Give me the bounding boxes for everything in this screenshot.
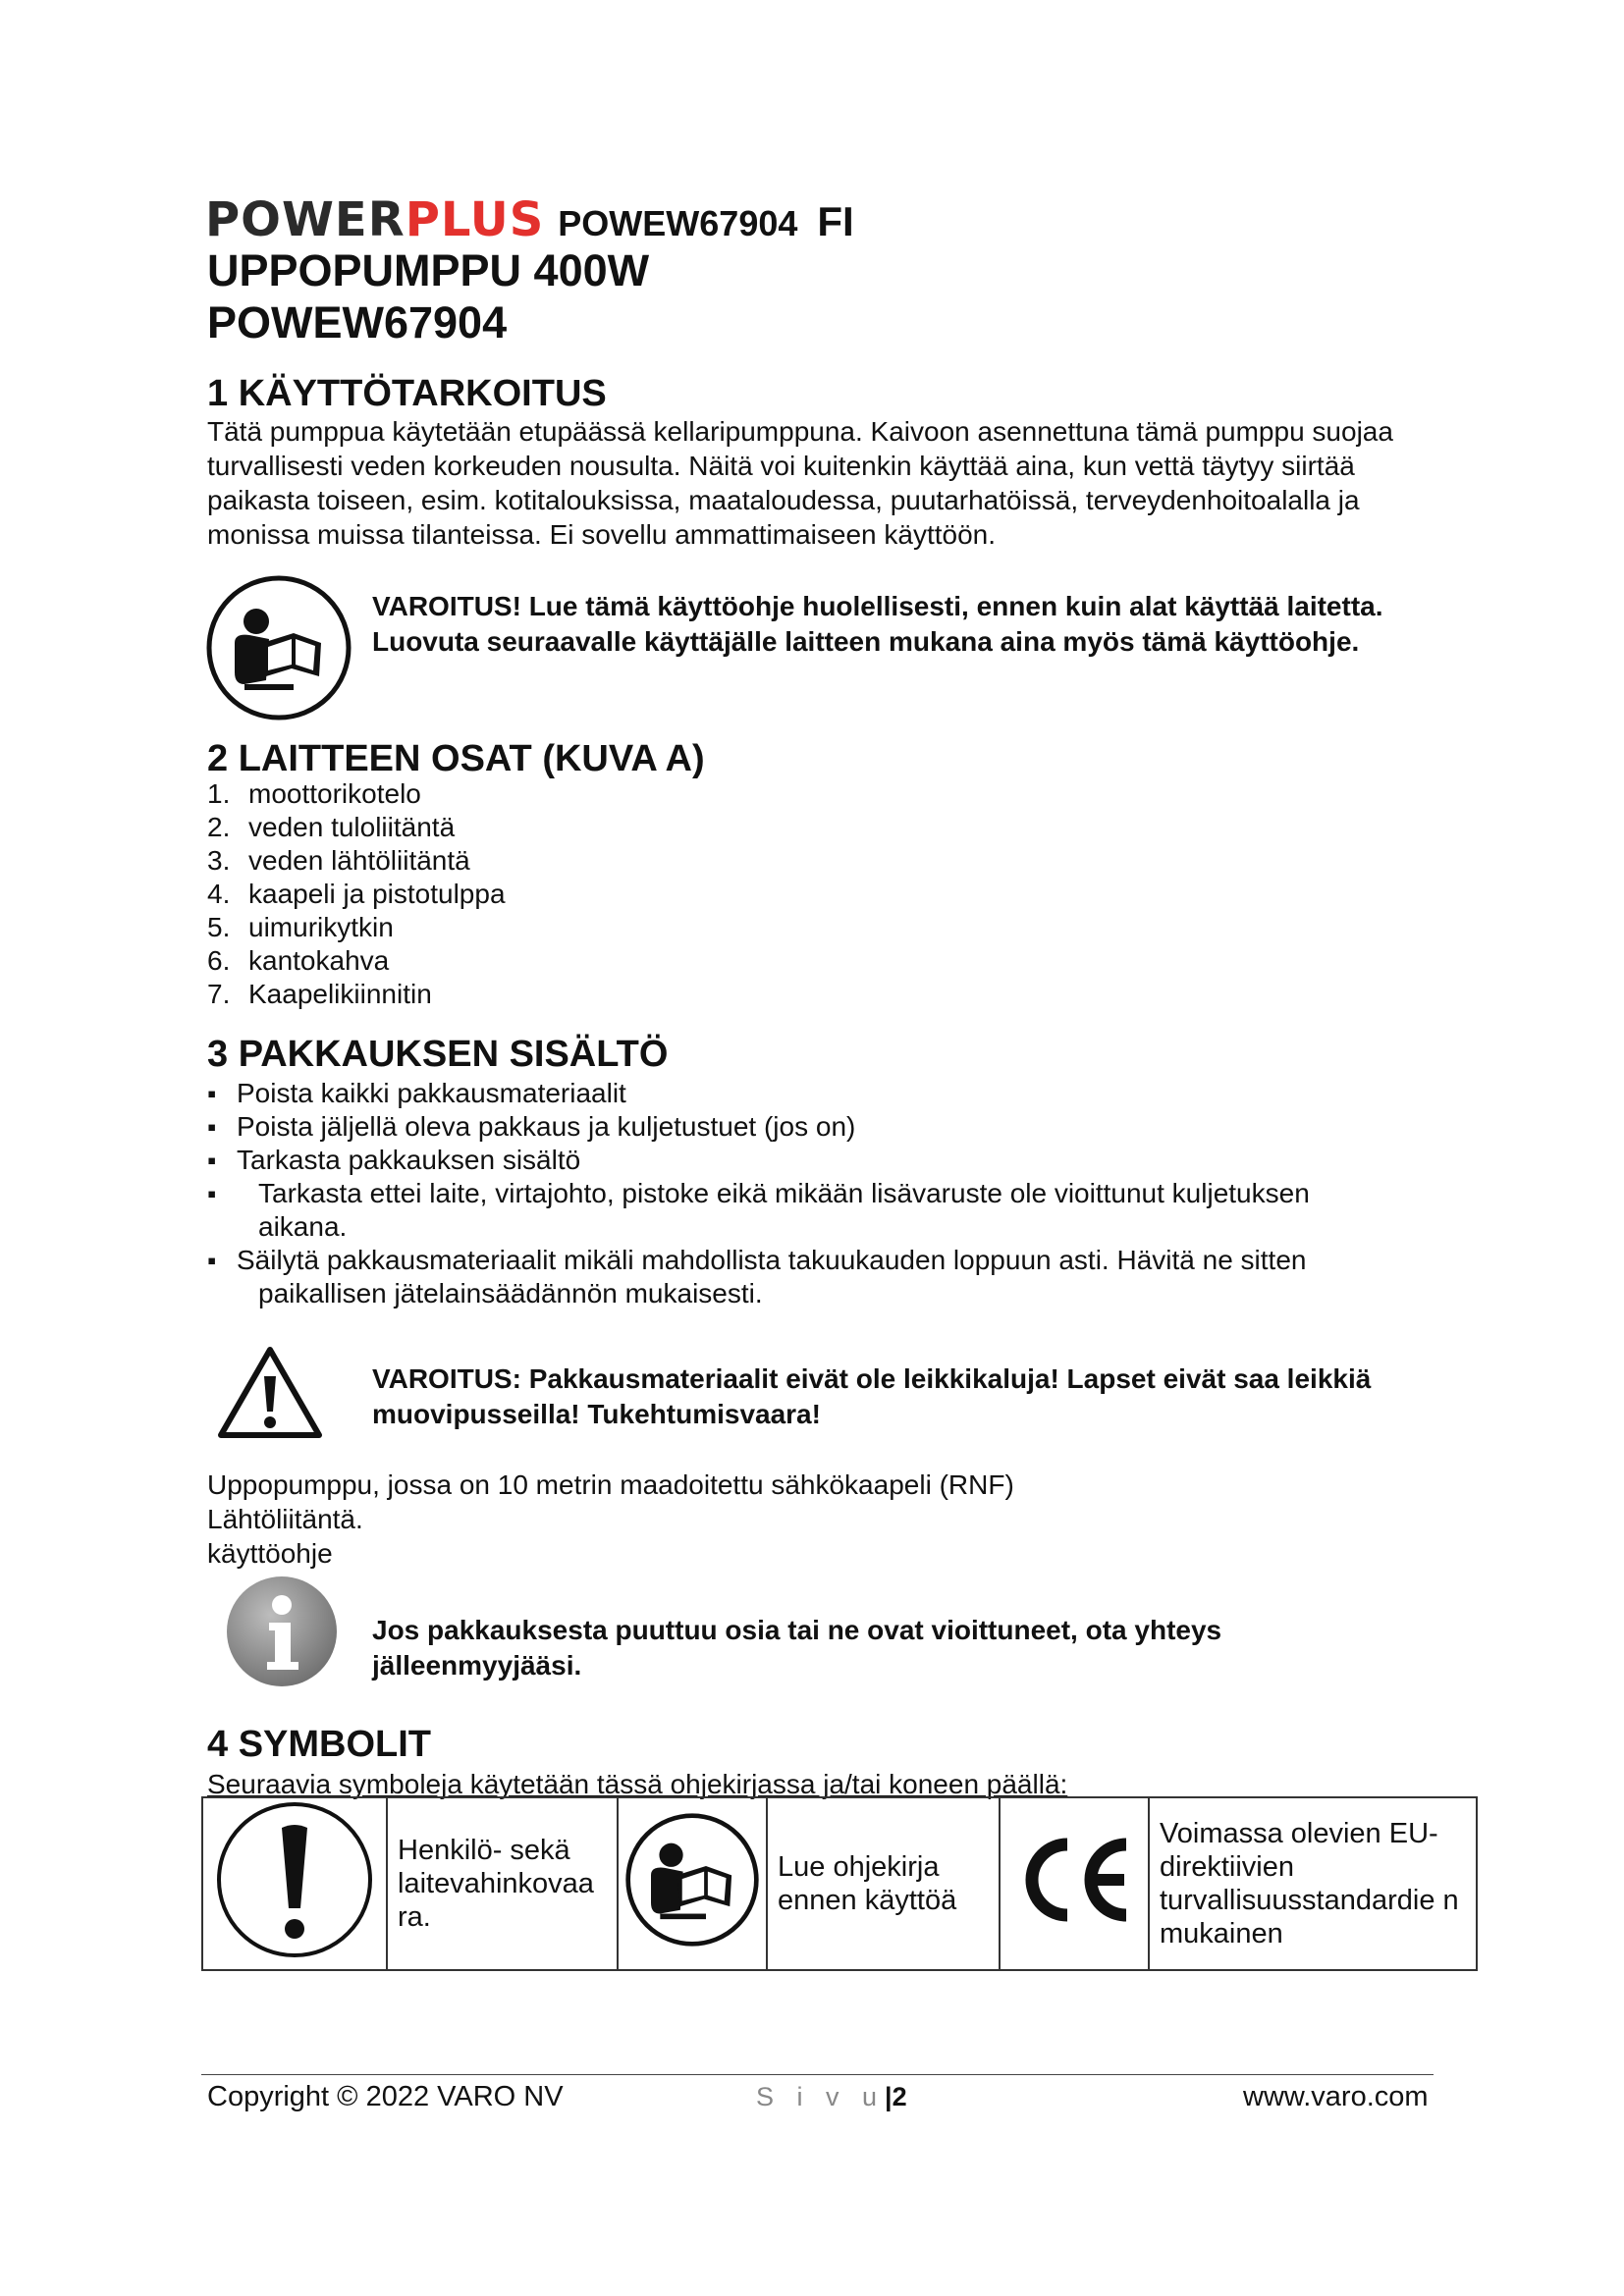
symbol-cell	[1000, 1797, 1149, 1970]
footer-page	[756, 2081, 907, 2113]
page-number: 2	[892, 2082, 907, 2111]
info-icon	[224, 1574, 340, 1689]
symbol-cell	[618, 1797, 767, 1970]
symbols-table	[201, 1796, 1478, 1971]
symbol-description: Voimassa olevien EU-direktiivien turvallisuusstandardie n mukainen	[1149, 1797, 1477, 1970]
ce-mark-icon	[1010, 1831, 1138, 1929]
contents-line-2: Lähtöliitäntä.	[207, 1504, 363, 1534]
header-brand-line	[205, 192, 854, 247]
list-item: ▪ Poista jäljellä oleva pakkaus ja kuljetustuet (jos on)	[207, 1110, 1425, 1144]
product-title: UPPOPUMPPU 400W	[207, 245, 650, 295]
brand-logo: POWERPLUS	[205, 192, 545, 247]
contents-line-1: Uppopumppu, jossa on 10 metrin maadoitettu sähkökaapeli (RNF)	[207, 1469, 1014, 1500]
list-item: ▪ Tarkasta ettei laite, virtajohto, pistoke eikä mikään lisävaruste ole vioittunut kuljetuksen aikana.	[207, 1177, 1425, 1244]
section-heading-2: 2 LAITTEEN OSAT (KUVA A)	[207, 738, 705, 779]
exclamation-icon	[213, 1798, 376, 1961]
section-heading-4: 4 SYMBOLIT	[207, 1724, 432, 1765]
warning-read-manual: VAROITUS! Lue tämä käyttöohje huolellisesti, ennen kuin alat käyttää laitetta. Luovuta seuraavalle käyttäjälle laitteen mukana aina myös tämä käyttöohje.	[372, 591, 1383, 657]
warning-triangle-icon	[216, 1345, 324, 1441]
warning-packaging: VAROITUS: Pakkausmateriaalit eivät ole leikkikaluja! Lapset eivät saa leikkiä muovipusseilla! Tukehtumisvaara!	[372, 1363, 1372, 1429]
info-missing-parts: Jos pakkauksesta puuttuu osia tai ne ovat vioittuneet, ota yhteys jälleenmyyjääsi.	[372, 1615, 1222, 1681]
symbol-description: Lue ohjekirja ennen käyttöä	[767, 1797, 1000, 1970]
read-manual-icon	[623, 1811, 761, 1949]
list-item: 1. moottorikotelo	[207, 778, 421, 809]
list-item: 3. veden lähtöliitäntä	[207, 845, 470, 876]
symbols-intro: Seuraavia symboleja käytetään tässä ohjekirjassa ja/tai koneen päällä:	[207, 1769, 1068, 1799]
page-label: S i v u	[756, 2082, 886, 2111]
product-model-title: POWEW67904	[207, 297, 508, 347]
list-item: ▪ Poista kaikki pakkausmateriaalit	[207, 1077, 1425, 1110]
list-item: 5. uimurikytkin	[207, 912, 394, 942]
list-item: 7. Kaapelikiinnitin	[207, 979, 432, 1009]
page-separator: |	[885, 2082, 893, 2111]
footer-copyright: Copyright © 2022 VARO NV	[207, 2081, 564, 2112]
symbol-description: Henkilö- sekä laitevahinkovaa ra.	[387, 1797, 618, 1970]
list-item: 4. kaapeli ja pistotulppa	[207, 879, 506, 909]
footer-website: www.varo.com	[1243, 2081, 1429, 2112]
table-row	[202, 1797, 1477, 1970]
list-item: 2. veden tuloliitäntä	[207, 812, 456, 842]
section-heading-3: 3 PAKKAUKSEN SISÄLTÖ	[207, 1034, 669, 1075]
list-item: 6. kantokahva	[207, 945, 390, 976]
symbol-cell	[202, 1797, 387, 1970]
package-contents-bullets	[207, 1077, 1425, 1310]
model-code: POWEW67904	[558, 203, 798, 243]
list-item: ▪ Säilytä pakkausmateriaalit mikäli mahdollista takuukauden loppuun asti. Hävitä ne sitten paikallisen jätelainsäädännön mukaisesti.	[207, 1244, 1425, 1310]
section-1-body: Tätä pumppua käytetään etupäässä kellaripumppuna. Kaivoon asennettuna tämä pumppu suojaa turvallisesti veden korkeuden nousulta. Näitä voi kuitenkin käyttää aina, kun vettä täytyy siirtää paikasta toiseen, esim. kotitalouksissa, maataloudessa, puutarhatöissä, terveydenhoitoalalla ja monissa muissa tilanteissa. Ei sovellu ammattimaiseen käyttöön.	[207, 416, 1393, 550]
read-manual-icon	[205, 574, 352, 721]
footer-divider	[201, 2074, 1434, 2075]
contents-line-3: käyttöohje	[207, 1538, 333, 1569]
list-item: ▪ Tarkasta pakkauksen sisältö	[207, 1144, 1425, 1177]
section-heading-1: 1 KÄYTTÖTARKOITUS	[207, 373, 607, 414]
language-code: FI	[817, 198, 854, 244]
parts-list	[207, 777, 506, 1011]
